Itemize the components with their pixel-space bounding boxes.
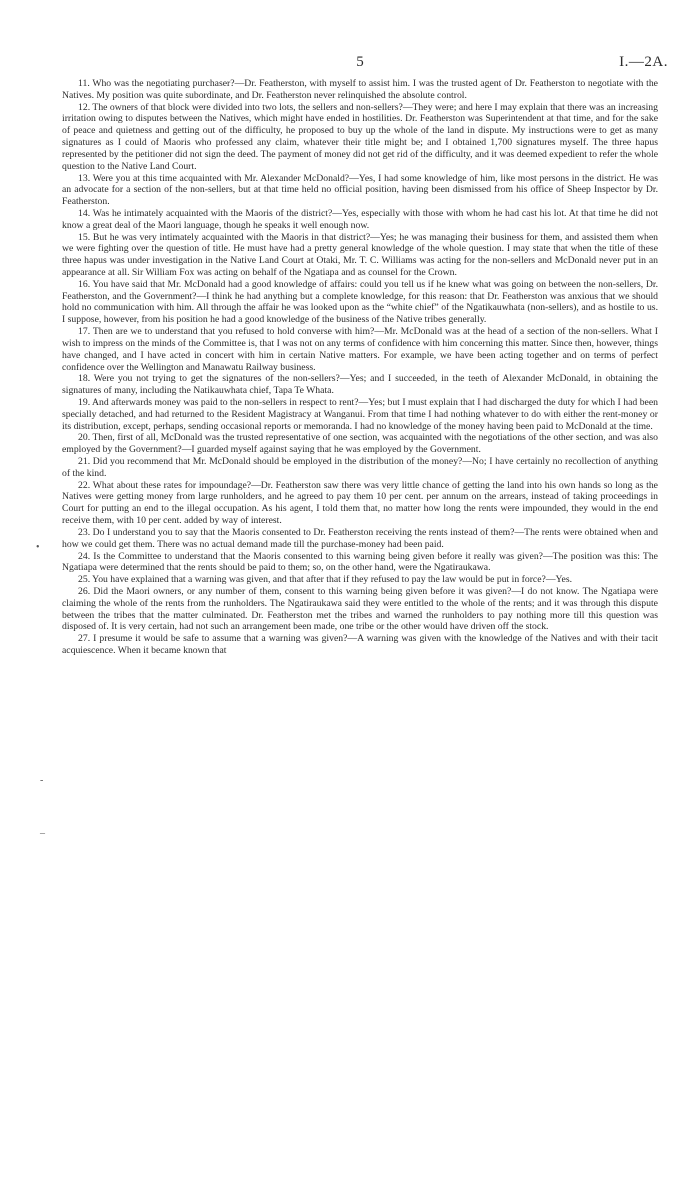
paragraph-26: 26. Did the Maori owners, or any number of them, consent to this warning being given before it was given?—I do not know. The Ngatiapa were claiming the whole of the rents from the runholders. The Ngatiraukawa said they were entitled to the whole of the rents; and it was through this dispute between the tribes that the matter culminated. Dr. Featherston met the tribes and warned the runholders to pay nothing more till this question was disposed of. It is very certain, had not such an arrangement been made, one tribe or the other would have driven off the stock.	[62, 585, 658, 633]
paragraph-15: 15. But he was very intimately acquainted with the Maoris in that district?—Yes; he was managing their business for them, and assisted them when we were fighting over the question of title. He must have had a pretty general knowledge of the whole question. I may state that when the title of these three hapus was under investigation in the Native Land Court at Otaki, Mr. T. C. Williams was acting for the non-sellers and McDonald never put in an appearance at all. Sir William Fox was acting on behalf of the Ngatiapa and as counsel for the Crown.	[62, 231, 658, 278]
paragraph-25: 25. You have explained that a warning was given, and that after that if they refused to pay the law would be put in force?—Yes.	[78, 574, 573, 586]
document-page	[62, 54, 668, 657]
paragraph-19: 19. And afterwards money was paid to the non-sellers in respect to rent?—Yes; but I must explain that I had discharged the duty for which I had been specially detached, and had returned to the Resident Magistracy at Wanganui. From that time I had nothing whatever to do with either the rent-money or its distribution, except, perhaps, sending occasional reports or memoranda. I had no knowledge of the money having been paid to McDonald at the time.	[62, 396, 658, 432]
paragraph-23: 23. Do I understand you to say that the Maoris consented to Dr. Featherston receiving the rents instead of them?—The rents were obtained when and how we could get them. There was no actual demand made till the purchase-money had been paid.	[62, 526, 658, 550]
paragraph-16: 16. You have said that Mr. McDonald had a good knowledge of affairs: could you tell us if he knew what was going on between the non-sellers, Dr. Featherston, and the Government?—I think he had anything but a complete knowledge, for this reason: that Dr. Featherston was anxious that we should hold no communication with him. All through the affair he was looked upon as the “white chief” of the Ngatikauwhata (non-sellers), and as hostile to us. I suppose, however, from his position he had a good knowledge of the business of the Native tribes generally.	[62, 278, 658, 326]
sheet-reference: I.—2A.	[619, 54, 668, 70]
page-number: 5	[356, 54, 364, 70]
margin-dot: •	[36, 542, 40, 553]
paragraph-24: 24. Is the Committee to understand that the Maoris consented to this warning being given before it really was given?—The position was this: The Ngatiapa were determined that the rents should be paid to them; so, on the other hand, were the Ngatiraukawa.	[62, 550, 658, 574]
body-text	[62, 78, 658, 657]
margin-dash: -	[40, 775, 44, 786]
paragraph-18: 18. Were you not trying to get the signatures of the non-sellers?—Yes; and I succeeded, in the teeth of Alexander McDonald, in obtaining the signatures of many, including the Natikauwhata chief, Tapa Te Whata.	[62, 373, 658, 397]
paragraph-17: 17. Then are we to understand that you refused to hold converse with him?—Mr. McDonald was at the head of a section of the non-sellers. What I wish to impress on the minds of the Committee is, that I was not on any terms of confidence with him concerning this matter. Since then, however, things have changed, and I have acted in concert with him in certain Native matters. For example, we have been acting together and on terms of perfect confidence over the Wellington and Manawatu Railway business.	[62, 326, 658, 373]
paragraph-11: 11. Who was the negotiating purchaser?—Dr. Featherston, with myself to assist him. I was the trusted agent of Dr. Featherston to negotiate with the Natives. My position was quite subordinate, and Dr. Featherston never relinquished the absolute control.	[62, 78, 658, 101]
paragraph-13: 13. Were you at this time acquainted with Mr. Alexander McDonald?—Yes, I had some knowledge of him, like most persons in the district. He was an advocate for a section of the non-sellers, but at that time held no official position, having been dismissed from his office of Sheep Inspector by Dr. Featherston.	[62, 172, 658, 208]
paragraph-20: 20. Then, first of all, McDonald was the trusted representative of one section, was acquainted with the negotiations of the other section, and was also employed by the Government?—I guarded myself against saying that he was employed by the Government.	[62, 432, 658, 456]
paragraph-22: 22. What about these rates for impoundage?—Dr. Featherston saw there was very little chance of getting the land into his own hands so long as the Natives were getting money from large runholders, and he agreed to pay them 10 per cent. per annum on the arrears, instead of taking proceedings in Court for putting an end to the illegal occupation. As his agent, I told them that, no matter how long the rents were impounded, they would in the end receive them, with 10 per cent. added by way of interest.	[62, 479, 658, 527]
paragraph-21: 21. Did you recommend that Mr. McDonald should be employed in the distribution of the money?—No; I have certainly no recollection of anything of the kind.	[62, 456, 658, 479]
paragraph-27: 27. I presume it would be safe to assume that a warning was given?—A warning was given with the knowledge of the Natives and with their tacit acquiescence. When it became known that	[62, 633, 658, 656]
margin-dash: –	[40, 828, 45, 839]
paragraph-14: 14. Was he intimately acquainted with the Maoris of the district?—Yes, especially with those with whom he had cast his lot. At that time he did not know a great deal of the Maori language, though he speaks it well enough now.	[62, 207, 658, 231]
paragraph-12: 12. The owners of that block were divided into two lots, the sellers and non-sellers?—They were; and here I may explain that there was an increasing irritation owing to disputes between the Natives, which might have ended in hostilities. Dr. Featherston was Superintendent at that time, and for the sake of peace and quietness and getting out of the difficulty, he proposed to buy up the whole of the land in dispute. My instructions were to get as many signatures as I could of Maoris who professed any claim, whatever their title might be; and I obtained 1,700 signatures myself. The three hapus represented by the petitioner did not sign the deed. The payment of money did not get rid of the difficulty, and it was deemed expedient to refer the whole question to the Native Land Court.	[62, 101, 658, 172]
page-header	[62, 54, 668, 74]
